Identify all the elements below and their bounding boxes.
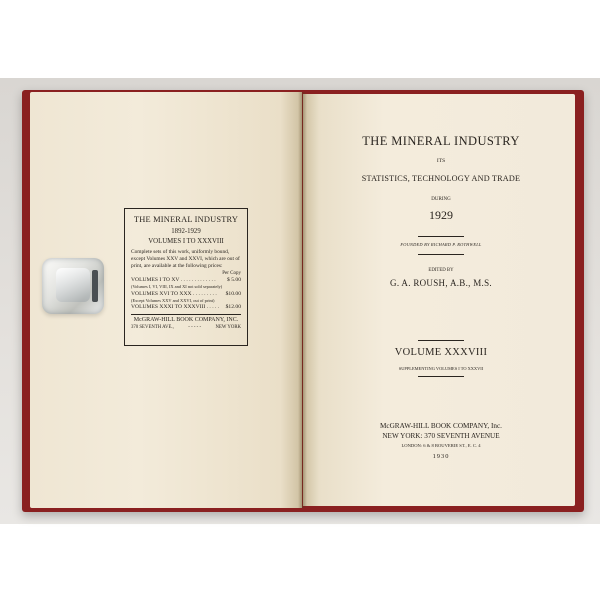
ad-years: 1892-1929 [171, 227, 201, 235]
ad-price-row [131, 291, 241, 298]
title-rule [418, 254, 464, 255]
book-year: 1929 [429, 208, 453, 222]
book-title: THE MINERAL INDUSTRY [362, 134, 520, 148]
title-during: DURING [431, 197, 451, 202]
publication-year: 1930 [432, 453, 450, 460]
edited-by: EDITED BY [428, 268, 454, 273]
book-subtitle: STATISTICS, TECHNOLOGY AND TRADE [361, 174, 521, 183]
ad-price-note: (Volumes I, VI, VIII, IX and XI not sold separately) [131, 284, 223, 290]
glass-edge [92, 270, 98, 302]
title-rule [418, 376, 464, 377]
founded-by: FOUNDED BY RICHARD P. ROTHWELL [400, 242, 482, 247]
ad-per-copy: Per Copy [222, 271, 241, 277]
book-author: G. A. ROUSH, A.B., M.S. [390, 278, 492, 288]
ad-price-label: VOLUMES XVI TO XXX . . . . . . . . . [131, 290, 217, 297]
ad-price-value: $12.00 [225, 304, 241, 311]
ad-price-label: VOLUMES I TO XV . . . . . . . . . . . . . [131, 277, 216, 284]
ad-price-row [131, 277, 241, 284]
book-gutter [298, 92, 307, 508]
volume-number: VOLUME XXXVIII [394, 347, 488, 358]
ad-address-city: NEW YORK [215, 324, 241, 330]
volume-supplementing: SUPPLEMENTING VOLUMES I TO XXXVII [398, 366, 484, 371]
ad-intro: Complete sets of this work, uniformly bound, except Volumes XXV and XXVI, which are out of print, are available at the following prices: [131, 249, 240, 270]
ad-price-value: $ 5.00 [227, 277, 241, 284]
ad-volumes: VOLUMES I TO XXXVIII [148, 237, 224, 245]
ad-publisher: McGRAW-HILL BOOK COMPANY, INC. [133, 317, 239, 324]
title-rule [418, 236, 464, 237]
publisher-london: LONDON: 6 & 8 BOUVERIE ST., E. C. 4 [401, 443, 481, 448]
ad-price-value: $10.00 [225, 290, 241, 297]
ad-divider [131, 314, 241, 315]
ad-title: THE MINERAL INDUSTRY [133, 215, 239, 224]
ad-price-note: (Except Volumes XXV and XXVI, out of print) [131, 297, 215, 303]
title-its: ITS [436, 158, 446, 164]
glass-page-weight [42, 258, 104, 314]
publisher-name: McGRAW-HILL BOOK COMPANY, Inc. [380, 422, 502, 430]
ad-price-label: VOLUMES XXXI TO XXXVIII . . . . . [131, 304, 220, 311]
advertisement-box [124, 208, 248, 346]
publisher-city: NEW YORK: 370 SEVENTH AVENUE [382, 432, 500, 440]
ad-address [131, 325, 241, 331]
ad-address-street: 370 SEVENTH AVE., [131, 324, 174, 330]
ad-address-dots: - - - - - [188, 324, 202, 330]
title-rule [418, 340, 464, 341]
ad-price-row [131, 304, 241, 311]
glass-highlight [56, 268, 90, 302]
